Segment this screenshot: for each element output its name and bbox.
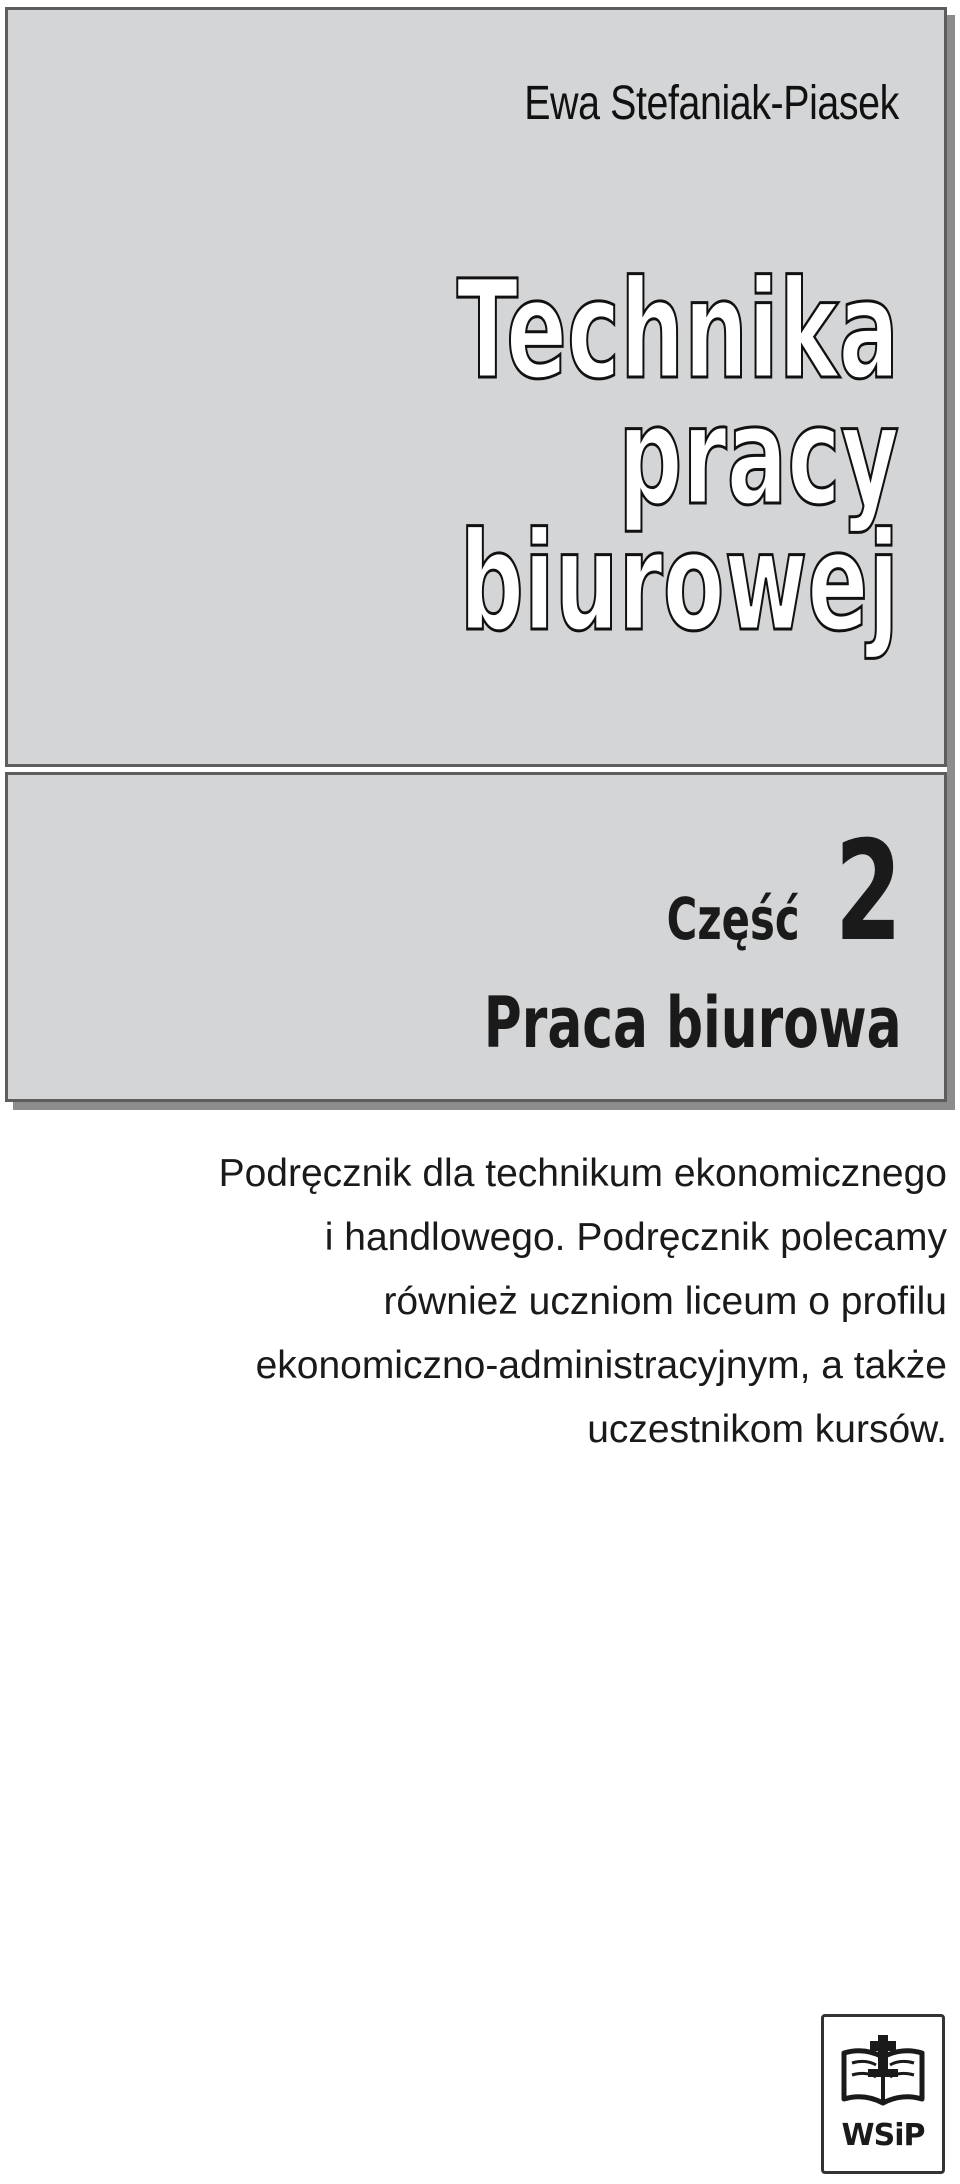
- cover-block: [5, 7, 947, 1102]
- title-line: Technika: [456, 252, 899, 410]
- author-name: Ewa Stefaniak-Piasek: [524, 77, 899, 130]
- cover-top-panel: [5, 7, 947, 767]
- part-subtitle: Praca biurowa: [484, 982, 902, 1064]
- publisher-name: WSiP: [841, 2118, 925, 2153]
- description-line: również uczniom liceum o profilu: [383, 1280, 947, 1323]
- description-line: Podręcznik dla technikum ekonomicznego: [218, 1152, 947, 1195]
- part-heading: [615, 811, 902, 972]
- book-description: [17, 1142, 947, 1462]
- description-line: ekonomiczno-administracyjnym, a także: [255, 1344, 947, 1387]
- open-book-icon: [838, 2033, 928, 2117]
- description-line: uczestnikom kursów.: [587, 1408, 947, 1451]
- part-label: Część: [667, 885, 800, 953]
- publisher-logo: [821, 2014, 945, 2174]
- description-line: i handlowego. Podręcznik polecamy: [324, 1216, 947, 1259]
- book-title: [229, 252, 899, 662]
- title-line: pracy: [618, 378, 899, 536]
- title-line: biurowej: [459, 504, 899, 662]
- part-number: 2: [834, 811, 902, 972]
